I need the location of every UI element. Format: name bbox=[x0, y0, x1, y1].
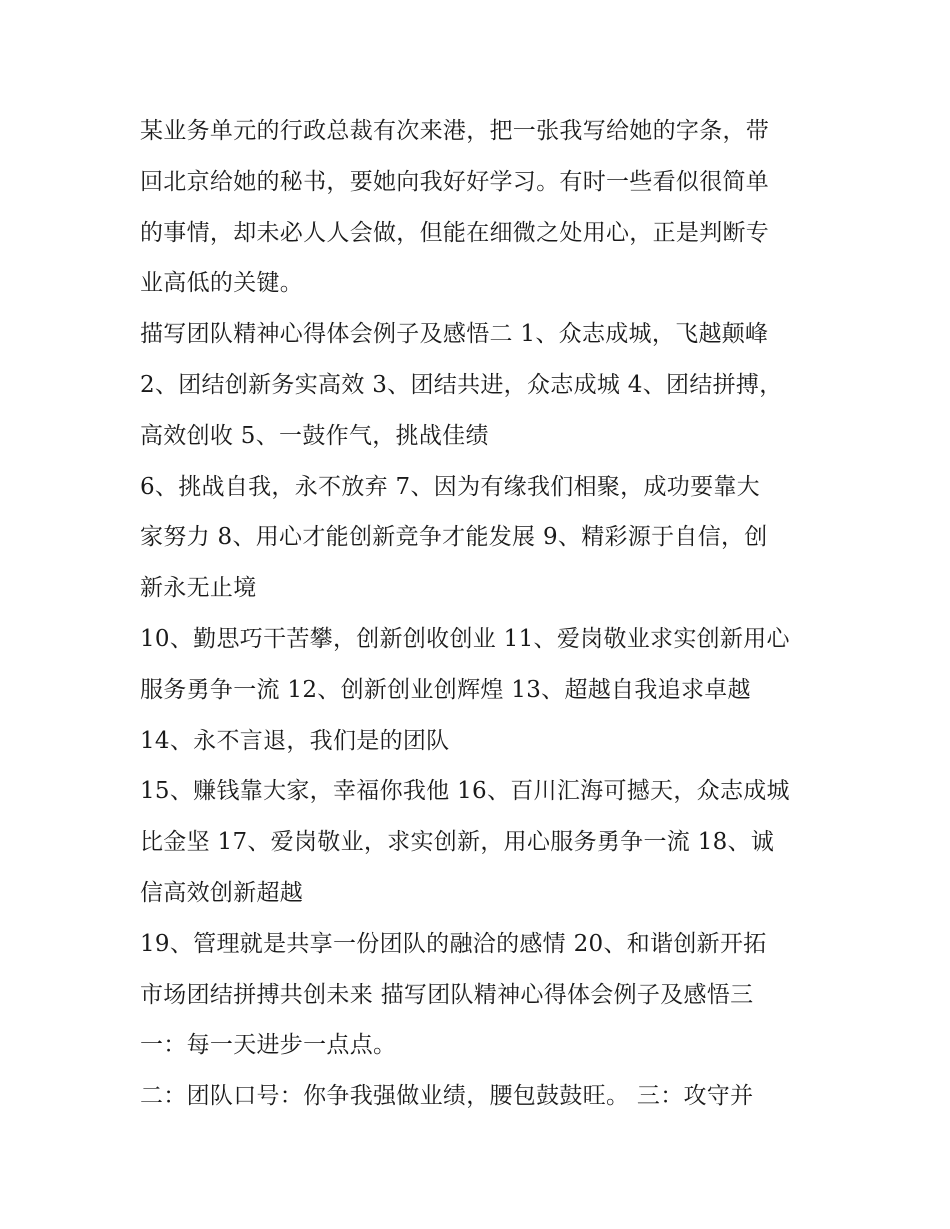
text-line: 市场团结拼搏共创未来 描写团队精神心得体会例子及感悟三 bbox=[140, 981, 754, 1008]
text-line: 信高效创新超越 bbox=[140, 879, 304, 906]
text-line: 2、团结创新务实高效 3、团结共进，众志成城 4、团结拼搏， bbox=[140, 371, 783, 398]
text-line: 的事情，却未必人人会做，但能在细微之处用心，正是判断专 bbox=[140, 219, 770, 246]
text-line: 14、永不言退，我们是的团队 bbox=[140, 727, 450, 754]
text-line: 15、赚钱靠大家，幸福你我他 16、百川汇海可撼天，众志成城 bbox=[140, 778, 790, 805]
text-line: 10、勤思巧干苦攀，创新创收创业 11、爱岗敬业求实创新用心 bbox=[140, 625, 790, 652]
text-line: 新永无止境 bbox=[140, 575, 257, 602]
text-line: 6、挑战自我，永不放弃 7、因为有缘我们相聚，成功要靠大 bbox=[140, 473, 760, 500]
text-line: 家努力 8、用心才能创新竞争才能发展 9、精彩源于自信，创 bbox=[140, 524, 768, 551]
text-line: 回北京给她的秘书，要她向我好好学习。有时一些看似很简单 bbox=[140, 168, 770, 195]
text-line: 描写团队精神心得体会例子及感悟二 1、众志成城，飞越颠峰 bbox=[140, 321, 769, 348]
document-body bbox=[140, 106, 830, 1122]
text-line: 一：每一天进步一点点。 bbox=[140, 1032, 397, 1059]
text-line: 19、管理就是共享一份团队的融洽的感情 20、和谐创新开拓 bbox=[140, 930, 767, 957]
text-line: 比金坚 17、爱岗敬业，求实创新，用心服务勇争一流 18、诚 bbox=[140, 829, 775, 856]
text-line: 二：团队口号：你争我强做业绩，腰包鼓鼓旺。 三：攻守并 bbox=[140, 1083, 754, 1110]
text-line: 某业务单元的行政总裁有次来港，把一张我写给她的字条，带 bbox=[140, 118, 770, 144]
text-line: 服务勇争一流 12、创新创业创辉煌 13、超越自我追求卓越 bbox=[140, 676, 751, 703]
text-line: 高效创收 5、一鼓作气，挑战佳绩 bbox=[140, 422, 489, 449]
text-line: 业高低的关键。 bbox=[140, 270, 304, 297]
